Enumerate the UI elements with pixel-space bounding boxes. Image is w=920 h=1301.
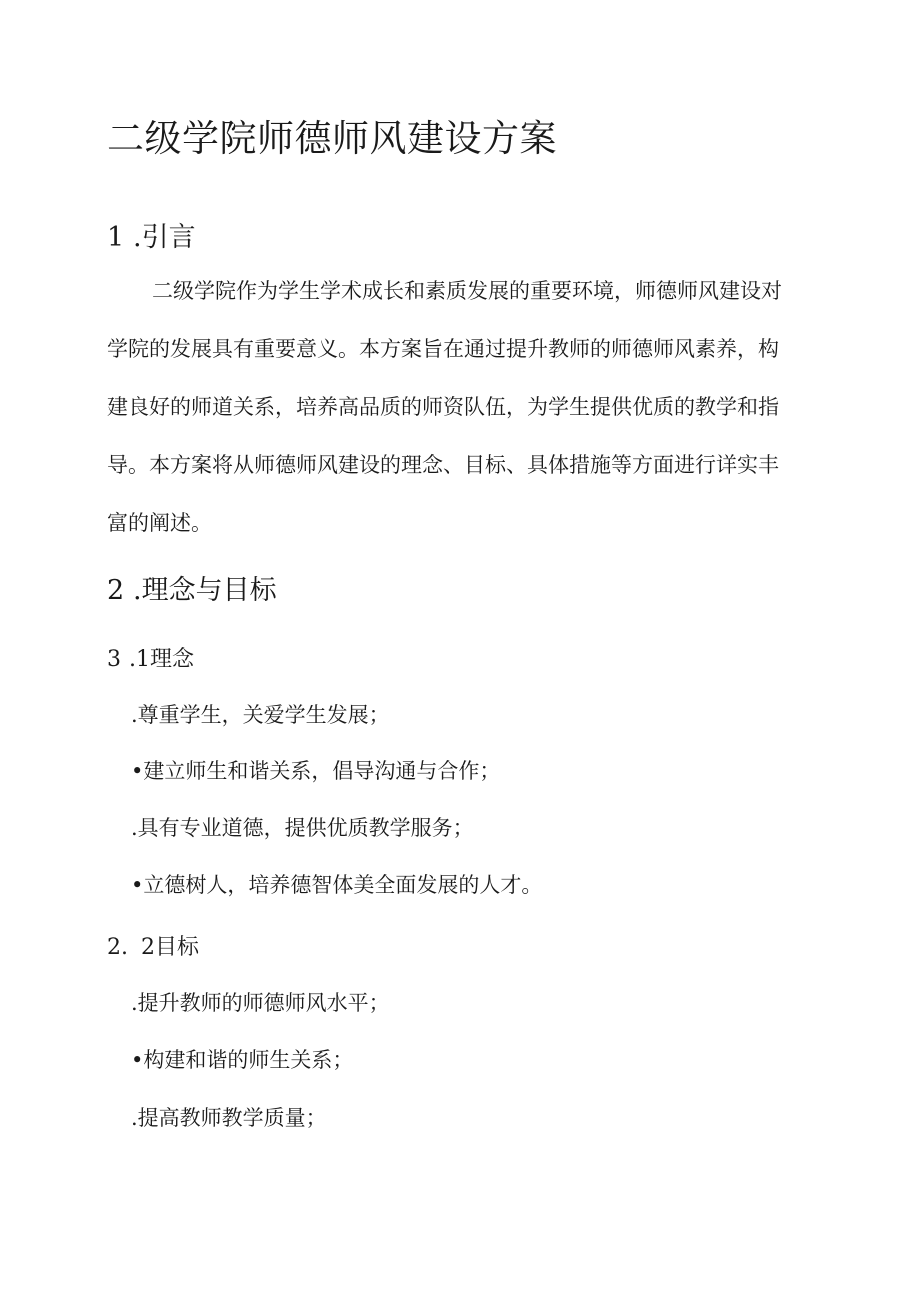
section-number: 2 (107, 575, 125, 606)
section-title: .引言 (133, 222, 196, 253)
paragraph-line: 建良好的师道关系，培养高品质的师资队伍，为学生提供优质的教学和指 (107, 395, 779, 419)
document-title: 二级学院师德师风建设方案 (107, 117, 557, 160)
section-title: .理念与目标 (133, 575, 277, 606)
section-number: 1 (107, 222, 125, 253)
list-item: .尊重学生，关爱学生发展； (131, 703, 390, 727)
list-item: •立德树人，培养德智体美全面发展的人才。 (131, 873, 543, 897)
section-heading-concept-goals (107, 573, 277, 609)
subsection-heading-concept (107, 645, 194, 675)
list-item: .提高教师教学质量； (131, 1106, 327, 1130)
section-title: 2目标 (141, 935, 199, 960)
section-heading-intro (107, 220, 196, 256)
list-item: •构建和谐的师生关系； (131, 1048, 354, 1072)
section-number: 2. (107, 935, 128, 960)
subsection-heading-goals (107, 933, 199, 963)
section-title: .1理念 (129, 647, 194, 672)
intro-paragraph (107, 262, 807, 552)
paragraph-line: 富的阐述。 (107, 511, 212, 535)
list-item: .具有专业道德，提供优质教学服务； (131, 816, 474, 840)
paragraph-line: 二级学院作为学生学术成长和素质发展的重要环境，师德师风建设对 (152, 279, 782, 303)
list-item: •建立师生和谐关系，倡导沟通与合作； (131, 759, 501, 783)
paragraph-line: 学院的发展具有重要意义。本方案旨在通过提升教师的师德师风素养，构 (107, 337, 779, 361)
section-number: 3 (107, 647, 121, 672)
list-item: .提升教师的师德师风水平； (131, 991, 390, 1015)
paragraph-line: 导。本方案将从师德师风建设的理念、目标、具体措施等方面进行详实丰 (107, 453, 779, 477)
